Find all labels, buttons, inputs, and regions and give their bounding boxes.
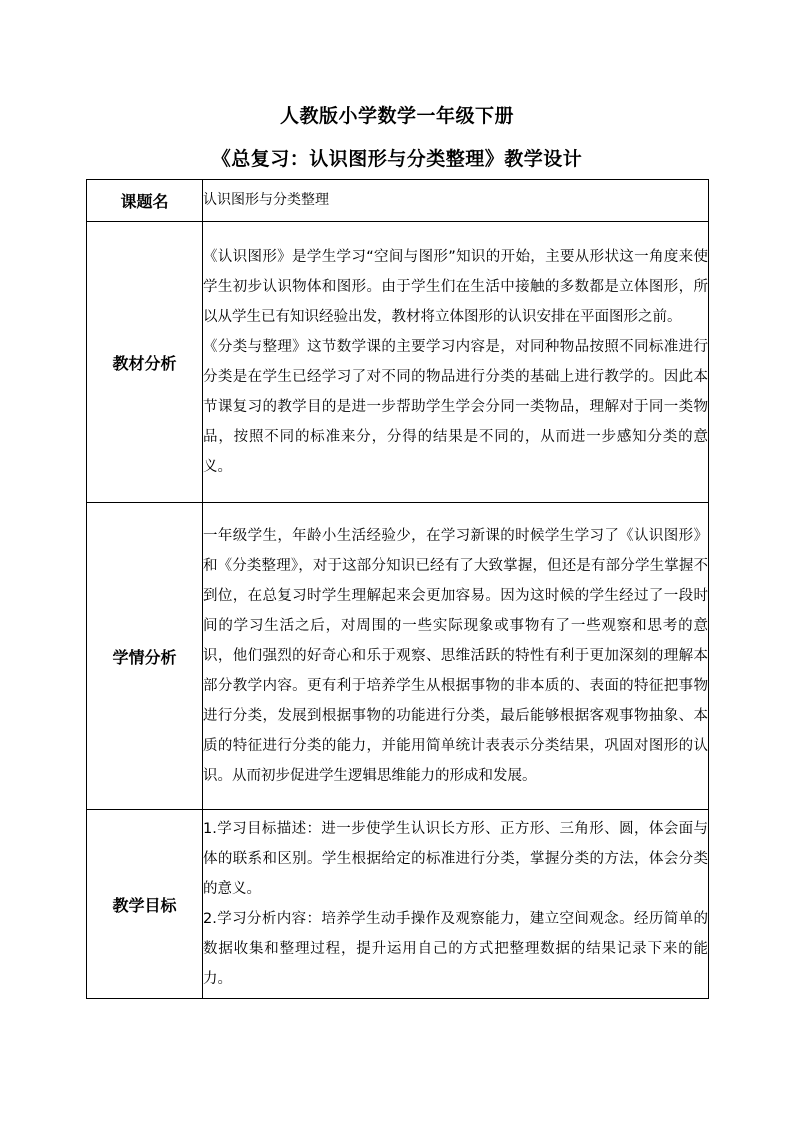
teaching-goals-content xyxy=(203,810,709,999)
table-row-student-analysis xyxy=(87,503,709,810)
material-analysis-paragraph: 《认识图形》是学生学习“空间与图形”知识的开始，主要从形状这一角度来使学生初步认识物体和图形。由于学生们在生活中接触的多数都是立体图形，所以从学生已有知识经验出发，教材将立体图形的认识安排在平面图形之前。 xyxy=(203,249,708,325)
lesson-design-table xyxy=(86,179,709,999)
teaching-goals-item: 2.学习分析内容：培养学生动手操作及观察能力，建立空间观念。经历简单的数据收集和整理过程，提升运用自己的方式把整理数据的结果记录下来的能力。 xyxy=(203,911,708,987)
student-analysis-label: 学情分析 xyxy=(87,503,203,810)
table-row-topic xyxy=(87,180,709,222)
topic-label: 课题名 xyxy=(87,180,203,222)
student-analysis-paragraph: 一年级学生，年龄小生活经验少，在学习新课的时候学生学习了《认识图形》和《分类整理》，对于这部分知识已经有了大致掌握，但还是有部分学生掌握不到位，在总复习时学生理解起来会更加容易。因为这时候的学生经过了一段时间的学习生活之后，对周围的一些实际现象或事物有了一些观察和思考的意识，他们强烈的好奇心和乐于观察、思维活跃的特性有利于更加深刻的理解本部分教学内容。更有利于培养学生从根据事物的非本质的、表面的特征把事物进行分类，发展到根据事物的功能进行分类，最后能够根据客观事物抽象、本质的特征进行分类的能力，并能用简单统计表表示分类结果，巩固对图形的认识。从而初步促进学生逻辑思维能力的形成和发展。 xyxy=(203,528,708,784)
material-analysis-content xyxy=(203,222,709,503)
topic-content: 认识图形与分类整理 xyxy=(203,180,709,222)
document-title: 人教版小学数学一年级下册 xyxy=(279,105,514,127)
teaching-goals-label: 教学目标 xyxy=(87,810,203,999)
table-row-material-analysis xyxy=(87,222,709,503)
teaching-goals-item: 1.学习目标描述：进一步使学生认识长方形、正方形、三角形、圆，体会面与体的联系和区别。学生根据给定的标准进行分类，掌握分类的方法，体会分类的意义。 xyxy=(203,821,708,897)
student-analysis-content xyxy=(203,503,709,810)
material-analysis-paragraph: 《分类与整理》这节数学课的主要学习内容是，对同种物品按照不同标准进行分类是在学生已经学习了对不同的物品进行分类的基础上进行教学的。因此本节课复习的教学目的是进一步帮助学生学会分同一类物品，理解对于同一类物品，按照不同的标准来分，分得的结果是不同的，从而进一步感知分类的意义。 xyxy=(203,339,708,475)
document-subtitle: 《总复习：认识图形与分类整理》教学设计 xyxy=(211,148,583,170)
table-row-teaching-goals xyxy=(87,810,709,999)
material-analysis-label: 教材分析 xyxy=(87,222,203,503)
